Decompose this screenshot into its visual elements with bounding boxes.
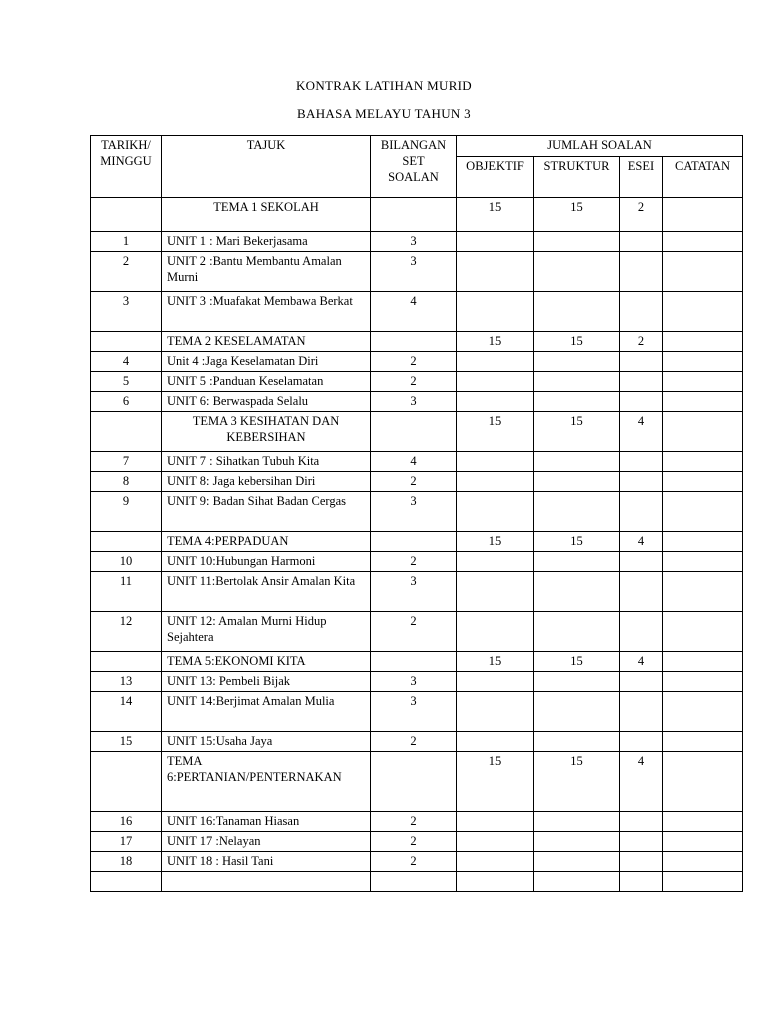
table-row xyxy=(91,572,743,612)
cell-objektif xyxy=(457,452,534,472)
cell-objektif xyxy=(457,372,534,392)
cell-catatan xyxy=(663,832,743,852)
cell-bilangan-set xyxy=(371,752,457,812)
table-row xyxy=(91,198,743,232)
cell-struktur xyxy=(534,572,620,612)
cell-tajuk: TEMA 5:EKONOMI KITA xyxy=(162,652,371,672)
cell-minggu: 4 xyxy=(91,352,162,372)
cell-objektif xyxy=(457,352,534,372)
cell-tajuk xyxy=(162,872,371,892)
cell-struktur xyxy=(534,372,620,392)
cell-tajuk: UNIT 10:Hubungan Harmoni xyxy=(162,552,371,572)
cell-tajuk: UNIT 14:Berjimat Amalan Mulia xyxy=(162,692,371,732)
cell-minggu: 5 xyxy=(91,372,162,392)
header-tarikh: TARIKH/ MINGGU xyxy=(91,136,162,198)
cell-bilangan-set: 3 xyxy=(371,692,457,732)
cell-catatan xyxy=(663,372,743,392)
cell-esei xyxy=(620,392,663,412)
table-row xyxy=(91,252,743,292)
cell-struktur xyxy=(534,292,620,332)
cell-objektif: 15 xyxy=(457,752,534,812)
cell-bilangan-set: 2 xyxy=(371,372,457,392)
header-esei: ESEI xyxy=(620,157,663,198)
cell-minggu: 11 xyxy=(91,572,162,612)
cell-struktur xyxy=(534,852,620,872)
cell-bilangan-set: 3 xyxy=(371,572,457,612)
cell-bilangan-set xyxy=(371,652,457,672)
cell-catatan xyxy=(663,732,743,752)
cell-bilangan-set xyxy=(371,198,457,232)
document-subtitle: BAHASA MELAYU TAHUN 3 xyxy=(297,106,471,121)
cell-tajuk: TEMA 2 KESELAMATAN xyxy=(162,332,371,352)
table-row xyxy=(91,392,743,412)
cell-objektif xyxy=(457,552,534,572)
cell-bilangan-set xyxy=(371,872,457,892)
cell-minggu xyxy=(91,532,162,552)
cell-esei xyxy=(620,692,663,732)
cell-esei xyxy=(620,372,663,392)
cell-minggu: 17 xyxy=(91,832,162,852)
cell-esei xyxy=(620,472,663,492)
cell-struktur xyxy=(534,492,620,532)
cell-objektif xyxy=(457,292,534,332)
cell-minggu: 15 xyxy=(91,732,162,752)
cell-bilangan-set: 2 xyxy=(371,352,457,372)
cell-esei xyxy=(620,292,663,332)
table-row xyxy=(91,352,743,372)
cell-catatan xyxy=(663,232,743,252)
cell-minggu: 16 xyxy=(91,812,162,832)
table-row xyxy=(91,612,743,652)
cell-esei xyxy=(620,672,663,692)
cell-bilangan-set: 2 xyxy=(371,852,457,872)
table-row xyxy=(91,852,743,872)
cell-tajuk: Unit 4 :Jaga Keselamatan Diri xyxy=(162,352,371,372)
cell-struktur xyxy=(534,672,620,692)
table-row xyxy=(91,412,743,452)
cell-objektif xyxy=(457,812,534,832)
cell-tajuk: UNIT 9: Badan Sihat Badan Cergas xyxy=(162,492,371,532)
cell-struktur xyxy=(534,552,620,572)
cell-catatan xyxy=(663,392,743,412)
cell-tajuk: UNIT 13: Pembeli Bijak xyxy=(162,672,371,692)
header-row-1 xyxy=(91,136,743,157)
cell-objektif xyxy=(457,872,534,892)
header-tajuk: TAJUK xyxy=(162,136,371,198)
cell-minggu xyxy=(91,652,162,672)
cell-bilangan-set: 3 xyxy=(371,392,457,412)
document-title: KONTRAK LATIHAN MURID xyxy=(295,78,472,93)
cell-tajuk: UNIT 15:Usaha Jaya xyxy=(162,732,371,752)
table-row xyxy=(91,672,743,692)
cell-objektif xyxy=(457,692,534,732)
cell-bilangan-set xyxy=(371,532,457,552)
cell-objektif xyxy=(457,472,534,492)
cell-minggu xyxy=(91,412,162,452)
cell-catatan xyxy=(663,252,743,292)
cell-minggu: 3 xyxy=(91,292,162,332)
cell-esei xyxy=(620,612,663,652)
cell-tajuk: UNIT 8: Jaga kebersihan Diri xyxy=(162,472,371,492)
cell-struktur: 15 xyxy=(534,332,620,352)
cell-struktur xyxy=(534,352,620,372)
cell-struktur xyxy=(534,872,620,892)
table-row xyxy=(91,732,743,752)
table-row xyxy=(91,692,743,732)
table-row xyxy=(91,372,743,392)
cell-tajuk: TEMA 6:PERTANIAN/PENTERNAKAN xyxy=(162,752,371,812)
header-jumlah-soalan: JUMLAH SOALAN xyxy=(457,136,743,157)
cell-struktur xyxy=(534,832,620,852)
cell-esei xyxy=(620,852,663,872)
cell-minggu xyxy=(91,752,162,812)
cell-tajuk: UNIT 1 : Mari Bekerjasama xyxy=(162,232,371,252)
cell-esei: 2 xyxy=(620,198,663,232)
cell-objektif: 15 xyxy=(457,198,534,232)
cell-minggu: 10 xyxy=(91,552,162,572)
cell-catatan xyxy=(663,872,743,892)
cell-tajuk: UNIT 17 :Nelayan xyxy=(162,832,371,852)
cell-esei xyxy=(620,232,663,252)
cell-minggu: 2 xyxy=(91,252,162,292)
cell-catatan xyxy=(663,572,743,612)
cell-objektif: 15 xyxy=(457,652,534,672)
cell-objektif xyxy=(457,492,534,532)
header-objektif: OBJEKTIF xyxy=(457,157,534,198)
cell-bilangan-set: 4 xyxy=(371,452,457,472)
cell-minggu xyxy=(91,872,162,892)
cell-tajuk: UNIT 7 : Sihatkan Tubuh Kita xyxy=(162,452,371,472)
cell-esei: 4 xyxy=(620,652,663,672)
header-struktur: STRUKTUR xyxy=(534,157,620,198)
cell-tajuk: UNIT 3 :Muafakat Membawa Berkat xyxy=(162,292,371,332)
cell-esei xyxy=(620,732,663,752)
cell-struktur xyxy=(534,232,620,252)
cell-bilangan-set: 3 xyxy=(371,492,457,532)
cell-bilangan-set: 2 xyxy=(371,472,457,492)
cell-objektif xyxy=(457,252,534,292)
table-row xyxy=(91,332,743,352)
cell-struktur xyxy=(534,812,620,832)
table-row xyxy=(91,452,743,472)
table-row xyxy=(91,552,743,572)
cell-catatan xyxy=(663,652,743,672)
cell-struktur xyxy=(534,692,620,732)
cell-objektif: 15 xyxy=(457,532,534,552)
cell-esei xyxy=(620,872,663,892)
cell-minggu: 6 xyxy=(91,392,162,412)
cell-tajuk: UNIT 18 : Hasil Tani xyxy=(162,852,371,872)
table-row xyxy=(91,532,743,552)
cell-bilangan-set xyxy=(371,412,457,452)
table-row xyxy=(91,292,743,332)
cell-bilangan-set: 2 xyxy=(371,612,457,652)
cell-struktur: 15 xyxy=(534,198,620,232)
cell-objektif xyxy=(457,672,534,692)
cell-esei xyxy=(620,492,663,532)
cell-catatan xyxy=(663,472,743,492)
cell-minggu: 13 xyxy=(91,672,162,692)
cell-tajuk: TEMA 4:PERPADUAN xyxy=(162,532,371,552)
cell-struktur xyxy=(534,472,620,492)
cell-bilangan-set: 4 xyxy=(371,292,457,332)
table-row xyxy=(91,492,743,532)
cell-minggu: 7 xyxy=(91,452,162,472)
cell-bilangan-set: 2 xyxy=(371,552,457,572)
cell-catatan xyxy=(663,552,743,572)
cell-objektif xyxy=(457,232,534,252)
cell-catatan xyxy=(663,332,743,352)
cell-tajuk: TEMA 3 KESIHATAN DAN KEBERSIHAN xyxy=(162,412,371,452)
cell-bilangan-set: 3 xyxy=(371,232,457,252)
table-row xyxy=(91,232,743,252)
cell-esei xyxy=(620,452,663,472)
cell-catatan xyxy=(663,852,743,872)
cell-catatan xyxy=(663,198,743,232)
cell-catatan xyxy=(663,612,743,652)
table-body xyxy=(91,198,743,892)
cell-struktur xyxy=(534,392,620,412)
cell-minggu: 1 xyxy=(91,232,162,252)
cell-minggu: 14 xyxy=(91,692,162,732)
cell-objektif: 15 xyxy=(457,332,534,352)
cell-objektif xyxy=(457,852,534,872)
table-row xyxy=(91,872,743,892)
cell-esei: 4 xyxy=(620,752,663,812)
header-catatan: CATATAN xyxy=(663,157,743,198)
cell-catatan xyxy=(663,692,743,732)
table-row xyxy=(91,812,743,832)
cell-struktur xyxy=(534,732,620,752)
cell-tajuk: UNIT 2 :Bantu Membantu Amalan Murni xyxy=(162,252,371,292)
cell-tajuk: UNIT 6: Berwaspada Selalu xyxy=(162,392,371,412)
table-row xyxy=(91,752,743,812)
cell-tajuk: UNIT 5 :Panduan Keselamatan xyxy=(162,372,371,392)
cell-esei xyxy=(620,812,663,832)
cell-bilangan-set: 2 xyxy=(371,732,457,752)
cell-esei xyxy=(620,352,663,372)
cell-minggu: 9 xyxy=(91,492,162,532)
cell-objektif xyxy=(457,832,534,852)
cell-objektif xyxy=(457,572,534,612)
cell-esei xyxy=(620,832,663,852)
cell-tajuk: UNIT 11:Bertolak Ansir Amalan Kita xyxy=(162,572,371,612)
cell-catatan xyxy=(663,812,743,832)
cell-struktur xyxy=(534,612,620,652)
cell-objektif xyxy=(457,612,534,652)
cell-catatan xyxy=(663,452,743,472)
contract-table xyxy=(90,135,743,892)
cell-struktur xyxy=(534,452,620,472)
cell-catatan xyxy=(663,412,743,452)
cell-esei xyxy=(620,552,663,572)
cell-struktur: 15 xyxy=(534,532,620,552)
cell-objektif: 15 xyxy=(457,412,534,452)
cell-minggu: 12 xyxy=(91,612,162,652)
cell-struktur: 15 xyxy=(534,412,620,452)
cell-tajuk: UNIT 16:Tanaman Hiasan xyxy=(162,812,371,832)
cell-bilangan-set: 2 xyxy=(371,832,457,852)
cell-objektif xyxy=(457,732,534,752)
cell-catatan xyxy=(663,492,743,532)
table-row xyxy=(91,472,743,492)
cell-struktur: 15 xyxy=(534,752,620,812)
cell-bilangan-set: 3 xyxy=(371,252,457,292)
cell-esei xyxy=(620,252,663,292)
cell-catatan xyxy=(663,672,743,692)
cell-tajuk: UNIT 12: Amalan Murni Hidup Sejahtera xyxy=(162,612,371,652)
cell-minggu xyxy=(91,332,162,352)
cell-bilangan-set: 2 xyxy=(371,812,457,832)
header-bilangan: BILANGAN SET SOALAN xyxy=(371,136,457,198)
cell-catatan xyxy=(663,532,743,552)
cell-esei xyxy=(620,572,663,612)
cell-esei: 2 xyxy=(620,332,663,352)
table-row xyxy=(91,652,743,672)
cell-catatan xyxy=(663,292,743,332)
cell-minggu: 8 xyxy=(91,472,162,492)
cell-catatan xyxy=(663,352,743,372)
cell-esei: 4 xyxy=(620,532,663,552)
cell-esei: 4 xyxy=(620,412,663,452)
cell-bilangan-set xyxy=(371,332,457,352)
cell-minggu: 18 xyxy=(91,852,162,872)
table-row xyxy=(91,832,743,852)
cell-catatan xyxy=(663,752,743,812)
cell-bilangan-set: 3 xyxy=(371,672,457,692)
cell-struktur: 15 xyxy=(534,652,620,672)
cell-objektif xyxy=(457,392,534,412)
cell-struktur xyxy=(534,252,620,292)
cell-tajuk: TEMA 1 SEKOLAH xyxy=(162,198,371,232)
cell-minggu xyxy=(91,198,162,232)
